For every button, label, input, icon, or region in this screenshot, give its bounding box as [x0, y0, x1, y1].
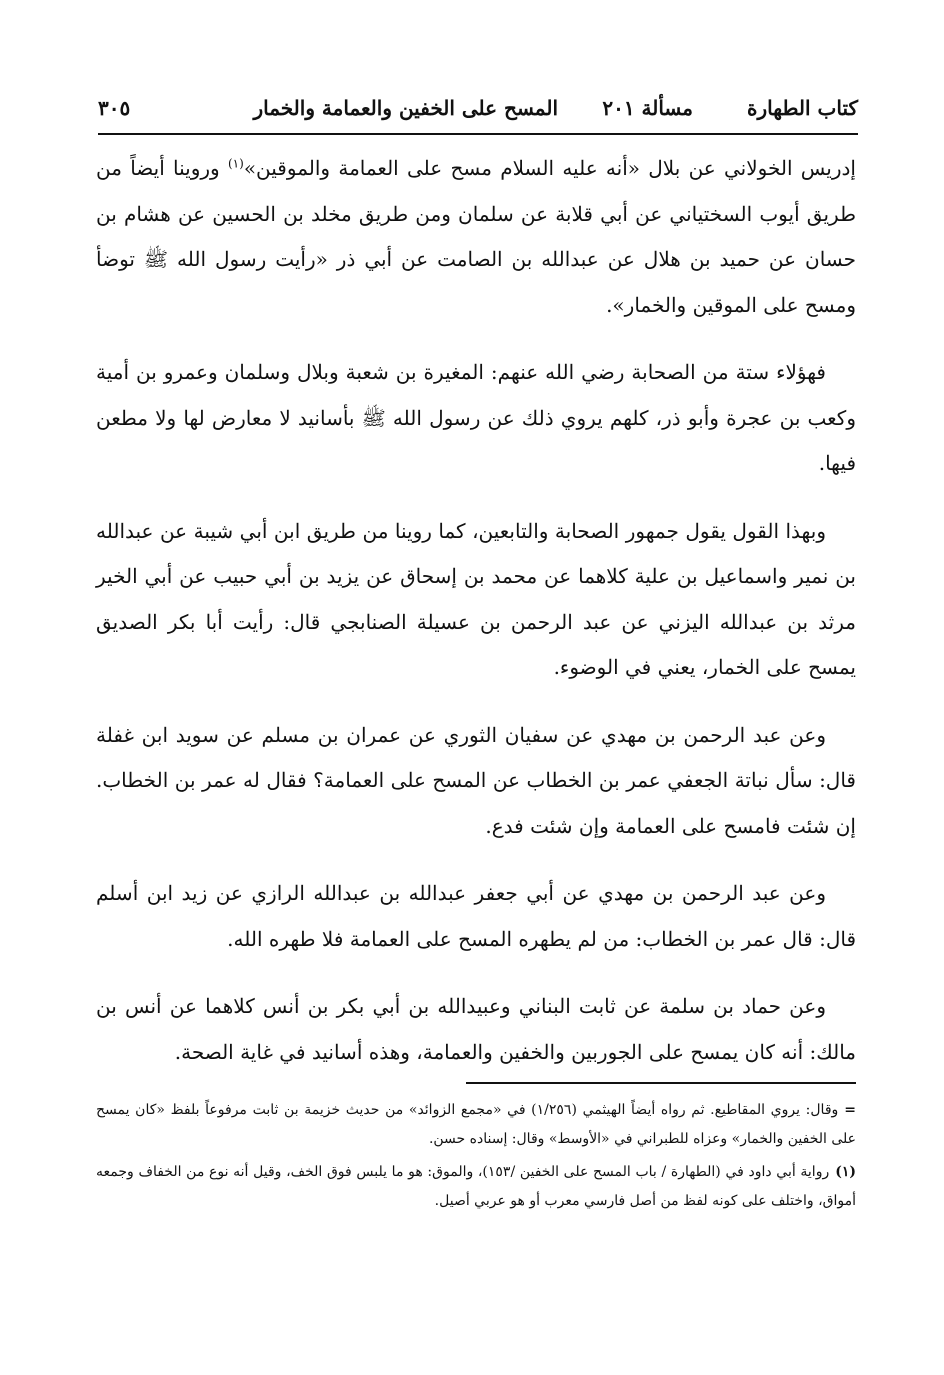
footnote-divider	[466, 1082, 856, 1084]
paragraph-1	[96, 146, 856, 328]
paragraph-6: وعن حماد بن سلمة عن ثابت البناني وعبيدالله بن أبي بكر بن أنس كلاهما عن أنس بن مالك: أنه كان يمسح على الجوربين والخفين والعمامة، وهذه أسانيد في غاية الصحة.	[96, 994, 856, 1064]
paragraph-2: فهؤلاء ستة من الصحابة رضي الله عنهم: المغيرة بن شعبة وبلال وسلمان وعمرو بن أمية وكعب بن عجرة وأبو ذر، كلهم يروي ذلك عن رسول الله ﷺ بأسانيد لا معارض لها ولا مطعن فيها.	[96, 360, 856, 475]
footnote-1-mark: (١)	[835, 1164, 856, 1180]
footnote-continued	[96, 1096, 856, 1154]
paragraph-4: وعن عبد الرحمن بن مهدي عن سفيان الثوري عن عمران بن مسلم عن سويد ابن غفلة قال: سأل نباتة الجعفي عمر بن الخطاب عن المسح على العمامة؟ فقال له عمر بن الخطاب. إن شئت فامسح على العمامة وإن شئت فدع.	[96, 722, 856, 838]
footnote-continued-text: وقال: يروي المقاطيع. ثم رواه أيضاً الهيثمي (١/٢٥٦) في «مجمع الزوائد» من حديث خزيمة بن ثابت مرفوعاً بلفظ «كان يمسح على الخفين والخمار» وعزاه للطبراني في «الأوسط» وقال: إسناده حسن.	[96, 1102, 856, 1147]
footnote-continued-mark: =	[844, 1102, 857, 1118]
header-divider	[98, 133, 858, 135]
footnotes	[96, 1096, 856, 1220]
header-book-title: كتاب الطهارة	[747, 96, 858, 120]
footnote-ref-1[interactable]: (١)	[227, 156, 244, 171]
paragraph-1-text: إدريس الخولاني عن بلال «أنه عليه السلام مسح على العمامة والموقين»	[243, 156, 856, 180]
running-header	[98, 88, 858, 128]
main-text	[96, 146, 856, 1097]
header-page-number: ٣٠٥	[98, 96, 131, 120]
header-section-title: المسح على الخفين والعمامة والخمار	[253, 96, 558, 120]
header-issue-number: مسألة ٢٠١	[602, 96, 693, 120]
paragraph-3: وبهذا القول يقول جمهور الصحابة والتابعين، كما روينا من طريق ابن أبي شيبة عن عبدالله بن نمير واسماعيل بن علية كلاهما عن محمد بن إسحاق عن يزيد بن أبي حبيب عن أبي الخير مرثد بن عبدالله اليزني عن عبد الرحمن بن عسيلة الصنابجي قال: رأيت أبا بكر الصديق يمسح على الخمار، يعني في الوضوء.	[96, 518, 856, 679]
paragraph-1-text-continued: وروينا أيضاً من طريق أيوب السختياني عن أبي قلابة عن سلمان ومن طريق مخلد بن الحسين عن هشام بن حسان عن حميد بن هلال عن عبدالله بن الصامت عن أبي ذر «رأيت رسول الله ﷺ توضأ ومسح على الموقين والخمار».	[96, 156, 856, 317]
footnote-1-text: رواية أبي داود في (الطهارة / باب المسح على الخفين /١٥٣)، والموق: هو ما يلبس فوق الخف، وقيل أنه نوع من الخفاف وجمعه أمواق، واختلف على كونه لفظ من أصل فارسي معرب أو هو عربي أصيل.	[96, 1164, 856, 1209]
footnote-1	[96, 1158, 856, 1216]
paragraph-5: وعن عبد الرحمن بن مهدي عن أبي جعفر عبدالله بن عبدالله الرازي عن زيد ابن أسلم قال: قال عمر بن الخطاب: من لم يطهره المسح على العمامة فلا طهره الله.	[96, 881, 856, 951]
